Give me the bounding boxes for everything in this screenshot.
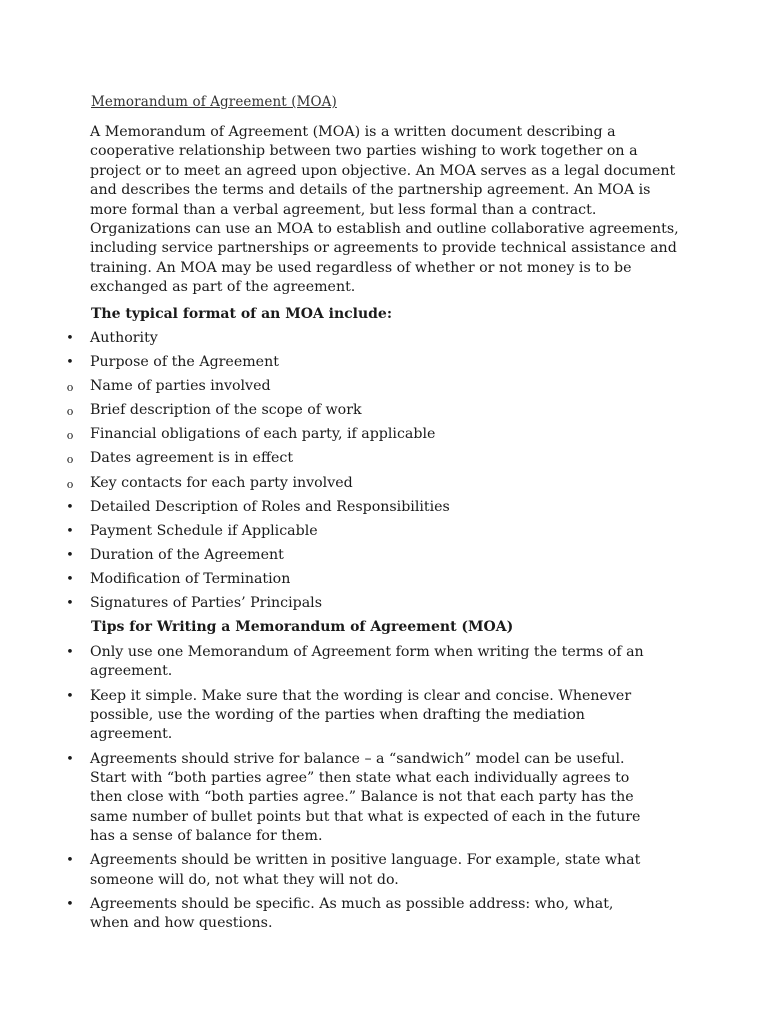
circle-marker: o — [66, 429, 74, 443]
list-item — [0, 851, 650, 890]
list-item — [0, 498, 650, 522]
list-item — [0, 546, 650, 570]
format-list — [0, 329, 768, 618]
list-item — [0, 449, 650, 473]
intro-paragraph: A Memorandum of Agreement (MOA) is a written document describing a cooperative relationship between two parties wishing to work together on a project or to meet an agreed upon objective. An MOA serves as a legal document and describes the terms and details of the partnership agreement. An MOA is more formal than a verbal agreement, but less formal than a contract. Organizations can use an MOA to establish and outline collaborative agreements, including service partnerships or agreements to provide technical assistance and training. An MOA may be used regardless of whether or not money is to be exchanged as part of the agreement. — [90, 124, 679, 296]
list-item-text: Purpose of the Agreement — [90, 354, 279, 371]
bullet-marker: • — [66, 897, 74, 913]
list-item — [0, 522, 650, 546]
list-item-text: Agreements should be written in positive language. For example, state what someone will do, not what they will not do. — [90, 852, 641, 888]
list-item-text: Brief description of the scope of work — [90, 402, 362, 419]
circle-marker: o — [66, 453, 74, 467]
bullet-marker: • — [66, 688, 74, 704]
list-item — [0, 425, 650, 449]
list-item-text: Detailed Description of Roles and Responsibilities — [90, 498, 450, 515]
bullet-marker: • — [66, 355, 74, 371]
list-item-text: Key contacts for each party involved — [90, 474, 353, 491]
list-item-text: Only use one Memorandum of Agreement form when writing the terms of an agreement. — [90, 644, 644, 680]
list-item — [0, 750, 650, 847]
list-item-text: Duration of the Agreement — [90, 546, 284, 563]
list-item-text: Dates agreement is in effect — [90, 450, 294, 467]
list-item-text: Authority — [90, 330, 158, 346]
bullet-marker: • — [66, 645, 74, 660]
list-item — [0, 474, 650, 498]
list-item — [0, 895, 650, 934]
bullet-marker: • — [66, 751, 74, 767]
list-item-text: Financial obligations of each party, if applicable — [90, 426, 436, 443]
bullet-marker: • — [66, 547, 74, 563]
document-title: Memorandum of Agreement (MOA) — [91, 94, 337, 110]
list-item — [0, 401, 650, 425]
list-item — [0, 570, 650, 594]
circle-marker: o — [66, 381, 74, 395]
tips-heading: Tips for Writing a Memorandum of Agreement (MOA) — [91, 619, 514, 635]
list-item — [0, 594, 650, 618]
list-item-text: Payment Schedule if Applicable — [90, 522, 318, 539]
list-item — [0, 643, 650, 682]
bullet-marker: • — [66, 331, 74, 346]
list-item-text: Keep it simple. Make sure that the wording is clear and concise. Whenever possible, use the wording of the parties when drafting the mediation agreement. — [90, 687, 632, 743]
circle-marker: o — [66, 477, 74, 491]
list-item — [0, 353, 650, 377]
tips-list — [0, 643, 768, 939]
list-item-text: Agreements should strive for balance – a “sandwich” model can be useful. Start with “both parties agree” then state what each individually agrees to then close with “both parties agree.” Balance is not that each party has the same number of bullet points but that what is expected of each in the future has a sense of balance for them. — [90, 750, 641, 845]
format-heading: The typical format of an MOA include: — [91, 306, 393, 322]
bullet-marker: • — [66, 596, 74, 612]
list-item-text: Agreements should be specific. As much as possible address: who, what, when and how questions. — [90, 896, 614, 932]
bullet-marker: • — [66, 499, 74, 515]
bullet-marker: • — [66, 523, 74, 539]
list-item-text: Signatures of Parties’ Principals — [90, 595, 322, 612]
bullet-marker: • — [66, 571, 74, 587]
list-item-text: Name of parties involved — [90, 378, 271, 395]
list-item — [0, 687, 650, 745]
bullet-marker: • — [66, 853, 74, 869]
circle-marker: o — [66, 405, 74, 419]
list-item — [0, 329, 650, 353]
list-item-text: Modification of Termination — [90, 570, 291, 587]
list-item — [0, 377, 650, 401]
